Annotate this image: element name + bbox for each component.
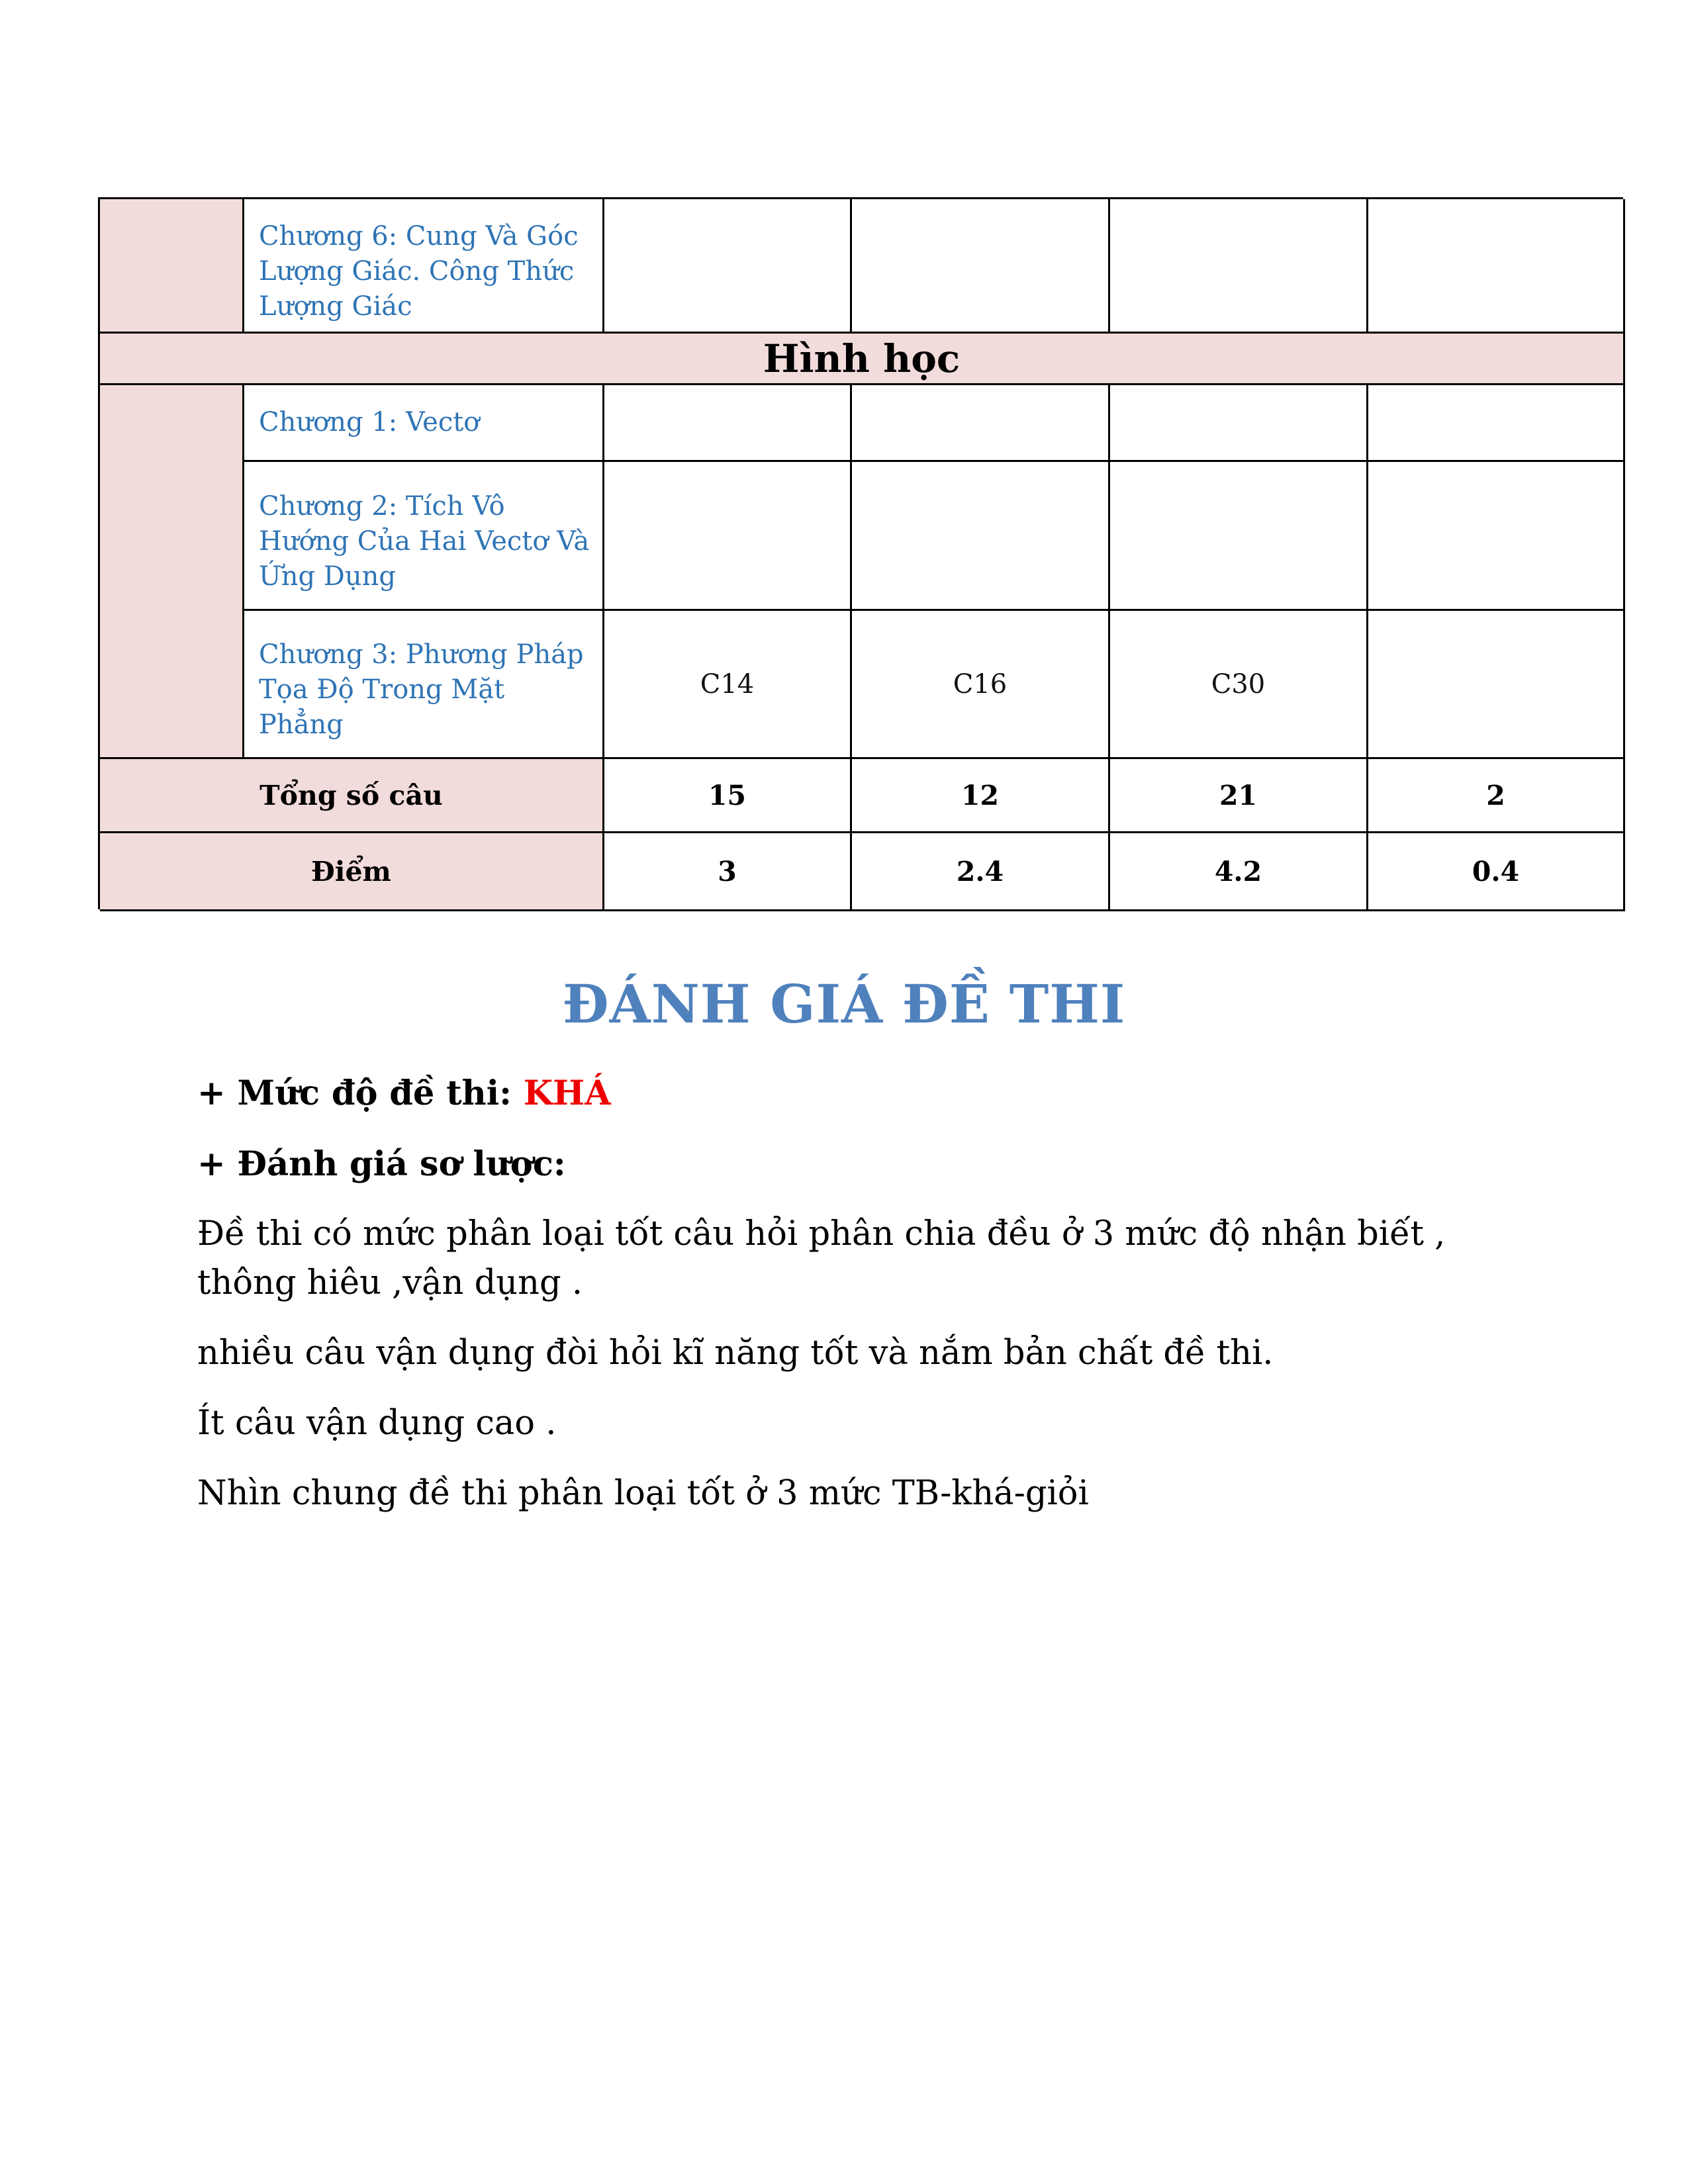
evaluation-paragraph: nhiều câu vận dụng đòi hỏi kĩ năng tốt và nắm bản chất đề thi. <box>197 1334 1274 1373</box>
evaluation-paragraph: Ít câu vận dụng cao . <box>197 1404 557 1443</box>
exam-matrix-table <box>98 197 1623 909</box>
score-value: 0.4 <box>1368 833 1625 911</box>
table-cell: C14 <box>604 611 852 759</box>
difficulty-label: + Mức độ đề thi: <box>197 1073 524 1113</box>
chapter-cell: Chương 2: Tích Vô Hướng Của Hai Vectơ Và Ứng Dụng <box>244 462 604 611</box>
evaluation-body <box>197 1069 1521 1539</box>
score-label: Điểm <box>100 833 604 911</box>
table-cell <box>852 462 1110 611</box>
table-cell: C16 <box>852 611 1110 759</box>
table-cell <box>1368 611 1625 759</box>
table-cell <box>1110 462 1368 611</box>
difficulty-line <box>197 1069 1521 1118</box>
chapter-cell: Chương 6: Cung Và Góc Lượng Giác. Công Thức Lượng Giác <box>244 199 604 334</box>
section-header-geometry: Hình học <box>100 334 1625 385</box>
table-cell <box>1110 385 1368 462</box>
total-value: 12 <box>852 759 1110 833</box>
table-cell <box>852 199 1110 334</box>
evaluation-title: ĐÁNH GIÁ ĐỀ THI <box>562 973 1126 1035</box>
row-group-cell <box>100 385 244 759</box>
table-cell <box>1110 199 1368 334</box>
table-cell <box>852 385 1110 462</box>
evaluation-paragraph: Nhìn chung đề thi phân loại tốt ở 3 mức TB-khá-giỏi <box>197 1474 1089 1513</box>
chapter-cell: Chương 3: Phương Pháp Tọa Độ Trong Mặt Phẳng <box>244 611 604 759</box>
row-group-cell <box>100 199 244 334</box>
summary-label: + Đánh giá sơ lược: <box>197 1144 566 1184</box>
evaluation-paragraph: Đề thi có mức phân loại tốt câu hỏi phân chia đều ở 3 mức độ nhận biết , thông hiêu ,vận dụng . <box>197 1214 1446 1302</box>
score-value: 3 <box>604 833 852 911</box>
total-value: 2 <box>1368 759 1625 833</box>
table-cell <box>604 462 852 611</box>
total-label: Tổng số câu <box>100 759 604 833</box>
score-value: 4.2 <box>1110 833 1368 911</box>
table-cell <box>1368 199 1625 334</box>
table-cell <box>1368 462 1625 611</box>
table-cell: C30 <box>1110 611 1368 759</box>
chapter-cell: Chương 1: Vectơ <box>244 385 604 462</box>
total-value: 21 <box>1110 759 1368 833</box>
score-value: 2.4 <box>852 833 1110 911</box>
table-cell <box>604 385 852 462</box>
difficulty-value: KHÁ <box>523 1073 611 1113</box>
table-cell <box>1368 385 1625 462</box>
table-cell <box>604 199 852 334</box>
total-value: 15 <box>604 759 852 833</box>
